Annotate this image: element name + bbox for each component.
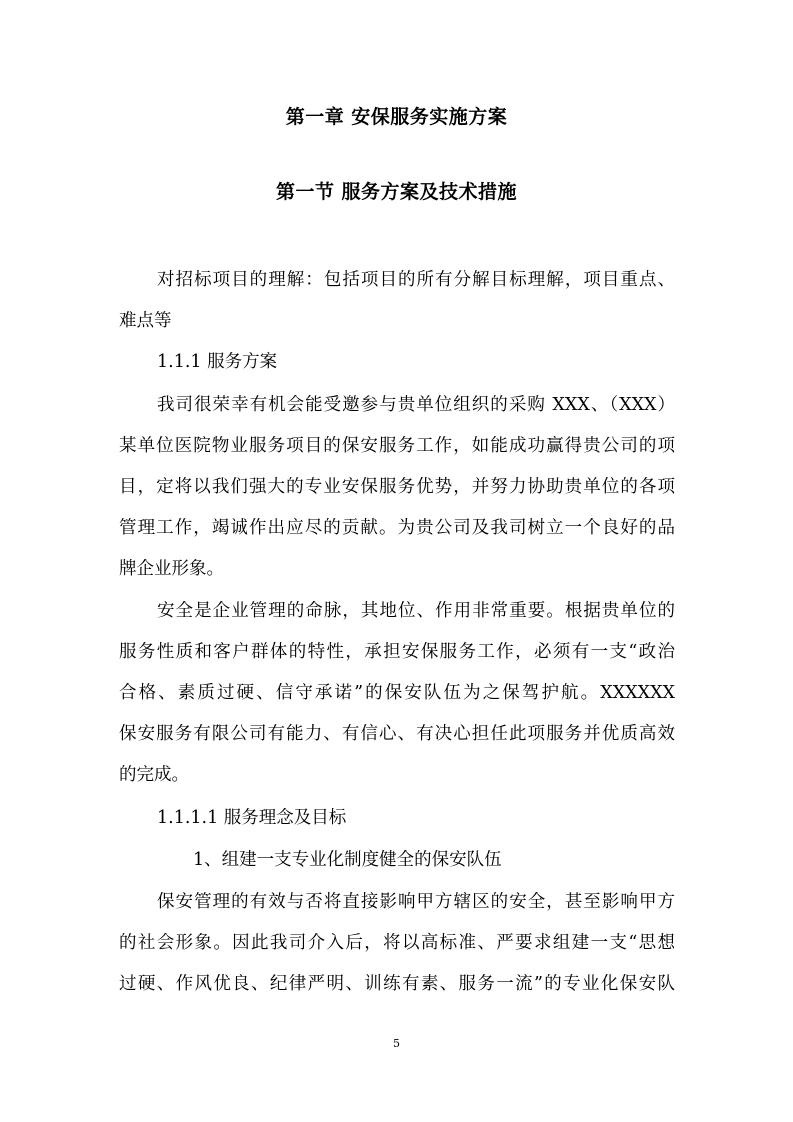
section-title: 第一节 服务方案及技术措施 xyxy=(275,181,518,203)
subsection-heading: 1.1.1.1 服务理念及目标 xyxy=(157,808,347,828)
paragraph-line: 服务性质和客户群体的特性，承担安保服务工作，必须有一支“政治 xyxy=(119,642,675,662)
paragraph-line: 过硬、作风优良、纪律严明、训练有素、服务一流”的专业化保安队 xyxy=(119,974,675,994)
paragraph-line: 难点等 xyxy=(119,311,172,331)
paragraph-line: 的社会形象。因此我司介入后，将以高标准、严要求组建一支“思想 xyxy=(119,933,675,953)
paragraph-line: 的完成。 xyxy=(119,765,189,785)
paragraph-line: 牌企业形象。 xyxy=(119,559,224,579)
paragraph-line: 合格、素质过硬、信守承诺”的保安队伍为之保驾护航。XXXXXX xyxy=(119,683,675,703)
paragraph-line: 保安服务有限公司有能力、有信心、有决心担任此项服务并优质高效 xyxy=(119,724,675,744)
paragraph-line: 目，定将以我们强大的专业安保服务优势，并努力协助贵单位的各项 xyxy=(119,477,675,497)
subsection-heading: 1.1.1 服务方案 xyxy=(157,352,278,372)
page-number: 5 xyxy=(393,1037,400,1050)
paragraph-line: 我司很荣幸有机会能受邀参与贵单位组织的采购 XXX、（XXX） xyxy=(157,395,675,415)
paragraph-line: 安全是企业管理的命脉，其地位、作用非常重要。根据贵单位的 xyxy=(157,601,675,621)
chapter-title: 第一章 安保服务实施方案 xyxy=(285,106,508,128)
paragraph-line: 管理工作，竭诚作出应尽的贡献。为贵公司及我司树立一个良好的品 xyxy=(119,518,675,538)
paragraph-line: 对招标项目的理解：包括项目的所有分解目标理解，项目重点、 xyxy=(157,270,675,290)
paragraph-line: 保安管理的有效与否将直接影响甲方辖区的安全，甚至影响甲方 xyxy=(157,892,675,912)
paragraph-line: 某单位医院物业服务项目的保安服务工作，如能成功赢得贵公司的项 xyxy=(119,436,675,456)
list-item-heading: 1、组建一支专业化制度健全的保安队伍 xyxy=(193,850,502,870)
